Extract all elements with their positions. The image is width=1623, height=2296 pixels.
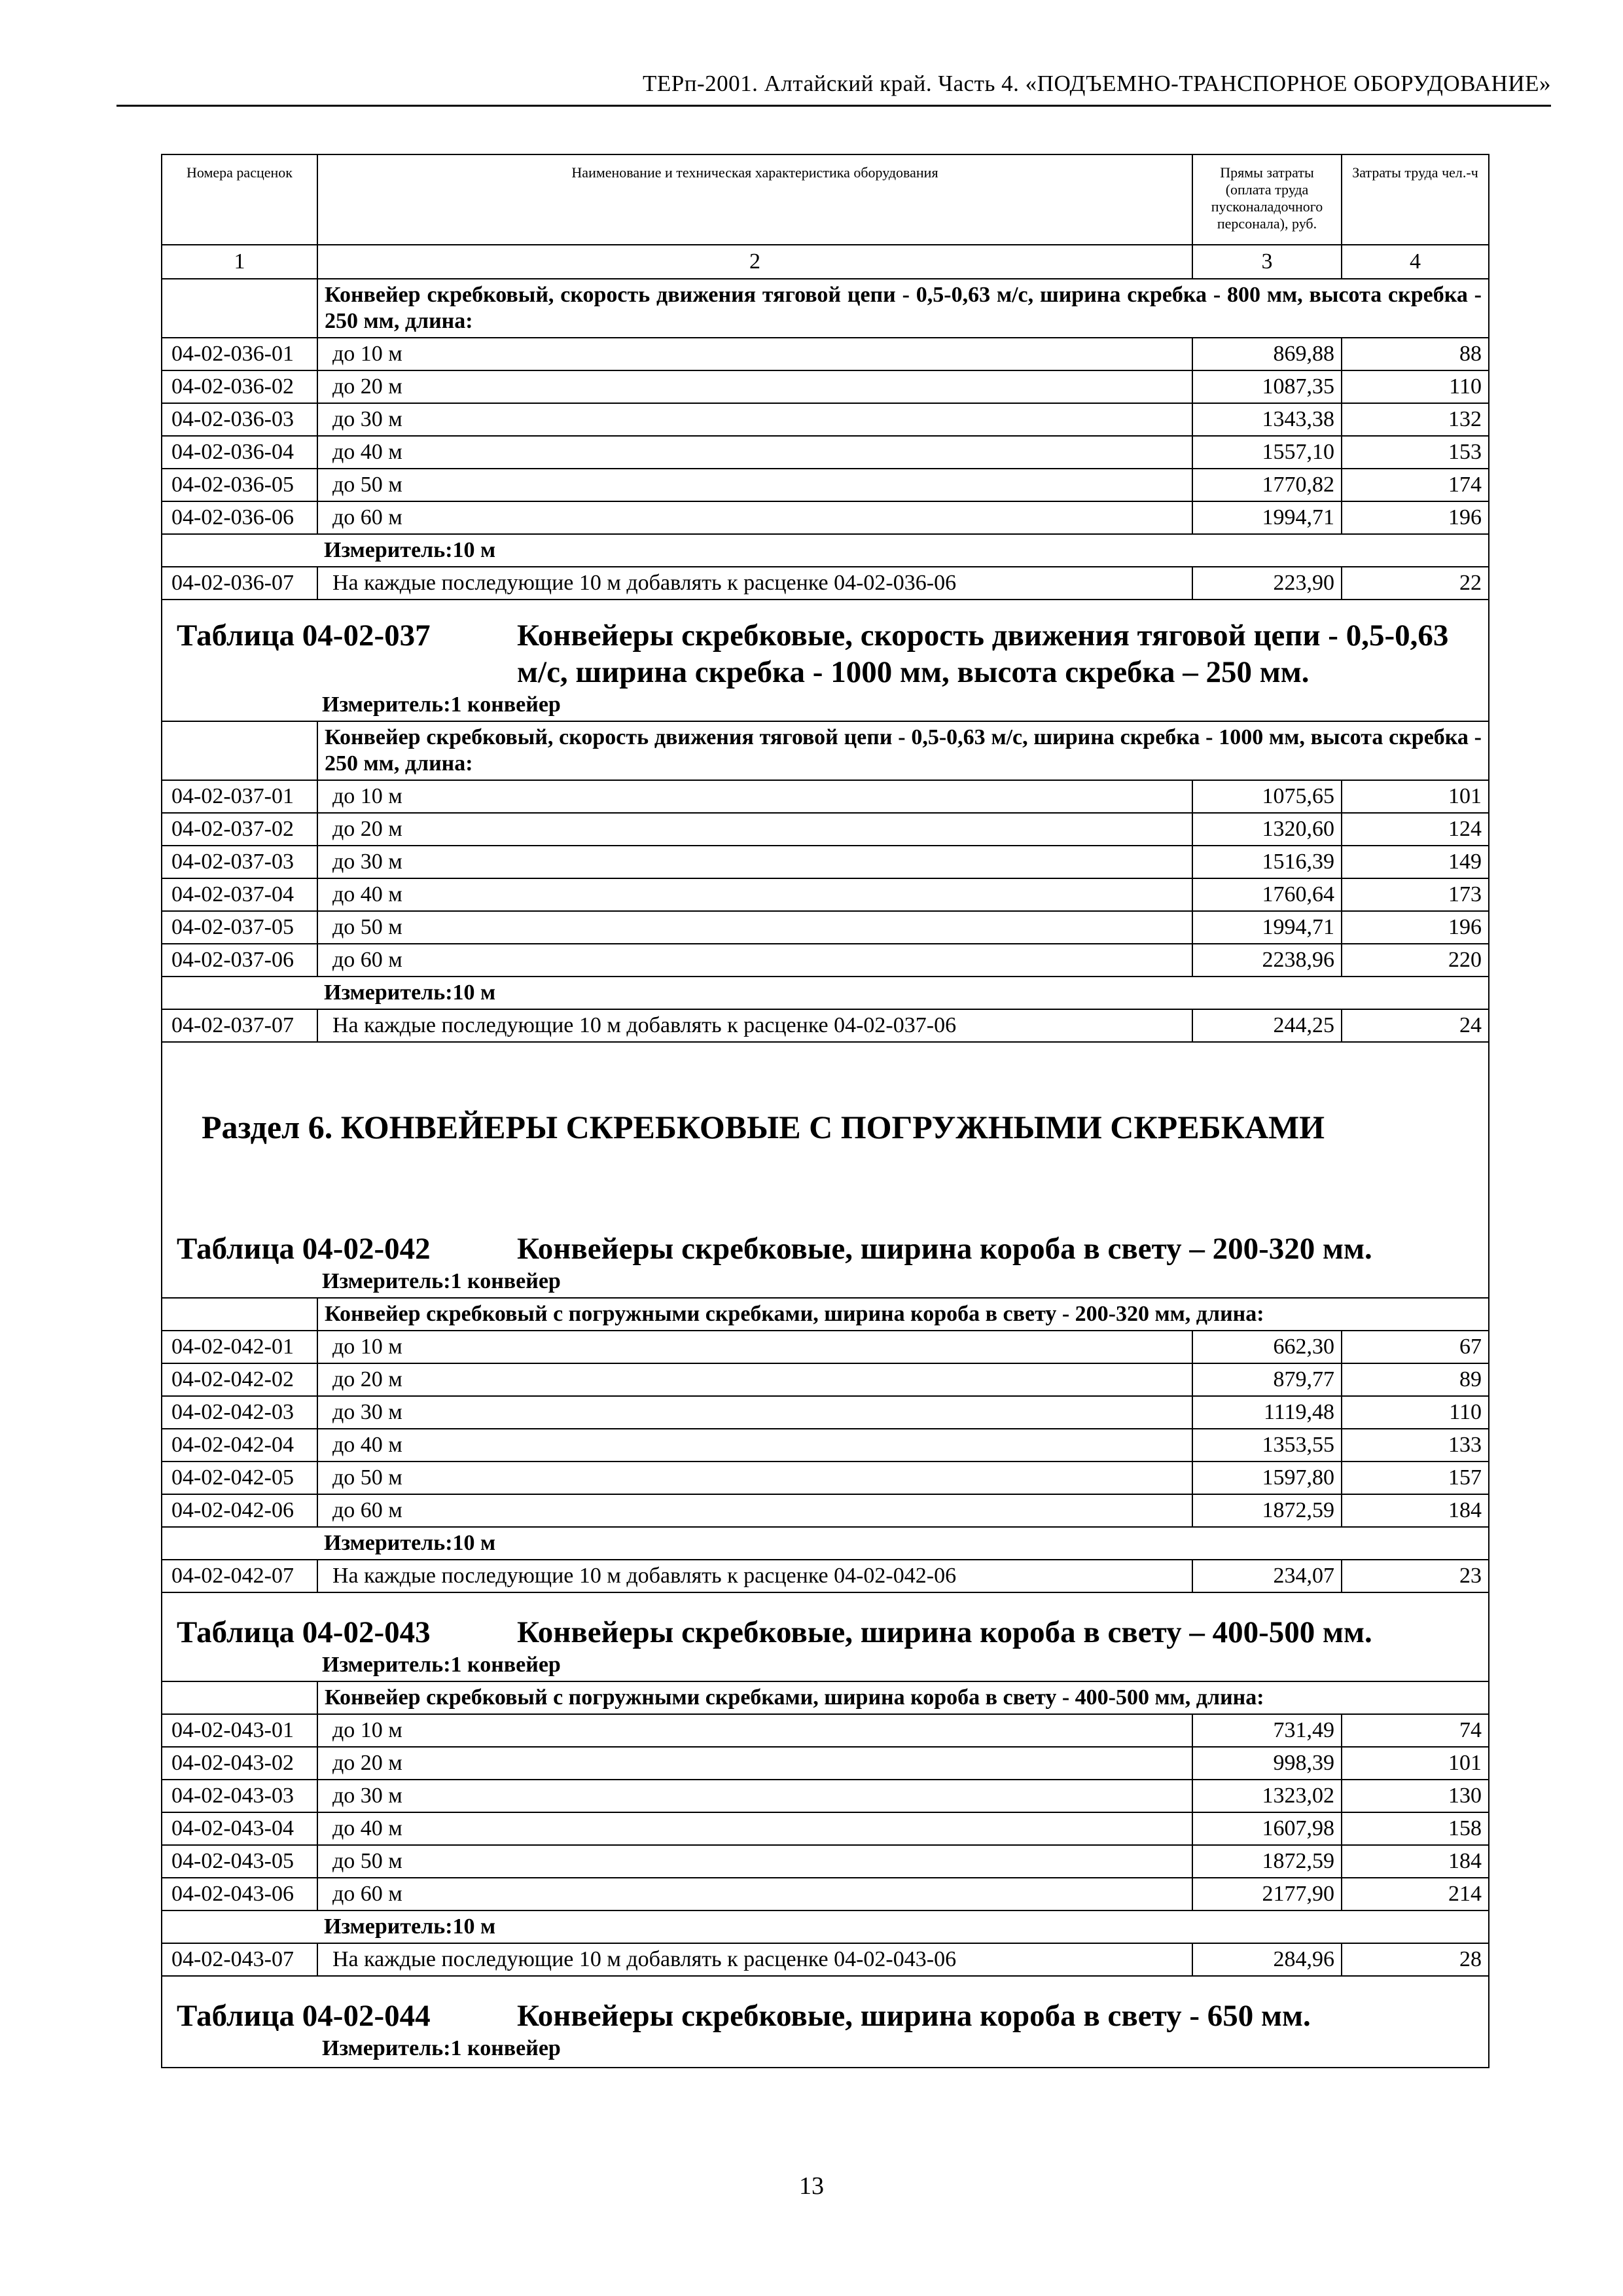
rate-code: 04-02-043-05 xyxy=(162,1845,317,1878)
column-header-labor: Затраты труда чел.-ч xyxy=(1342,154,1489,245)
direct-cost: 1872,59 xyxy=(1192,1494,1342,1527)
description-row xyxy=(162,1681,1489,1714)
equipment-description: Конвейер скребковый, скорость движения тяговой цепи - 0,5-0,63 м/с, ширина скребка - 1000 мм, высота скребка - 250 мм, длина: xyxy=(317,721,1489,780)
rate-code: 04-02-036-04 xyxy=(162,436,317,469)
item-name: до 40 м xyxy=(317,436,1192,469)
table-row xyxy=(162,567,1489,600)
table-row xyxy=(162,338,1489,370)
measure-row xyxy=(162,1527,1489,1560)
table-row xyxy=(162,1462,1489,1494)
direct-cost: 1075,65 xyxy=(1192,780,1342,813)
item-name: На каждые последующие 10 м добавлять к расценке 04-02-042-06 xyxy=(317,1560,1192,1592)
direct-cost: 1760,64 xyxy=(1192,878,1342,911)
direct-cost: 234,07 xyxy=(1192,1560,1342,1592)
equipment-description: Конвейер скребковый с погружными скребками, ширина короба в свету - 200-320 мм, длина: xyxy=(317,1298,1489,1331)
rate-code: 04-02-037-07 xyxy=(162,1009,317,1042)
measure-row xyxy=(162,534,1489,567)
rate-code: 04-02-043-02 xyxy=(162,1747,317,1780)
table-row xyxy=(162,1363,1489,1396)
item-name: до 60 м xyxy=(317,944,1192,977)
item-name: до 20 м xyxy=(317,1363,1192,1396)
direct-cost: 1607,98 xyxy=(1192,1812,1342,1845)
measure-unit: Измеритель:1 конвейер xyxy=(322,1653,561,1677)
rate-code: 04-02-037-04 xyxy=(162,878,317,911)
labor-cost: 67 xyxy=(1342,1331,1489,1363)
table-title xyxy=(162,1230,1488,1267)
rate-code: 04-02-043-03 xyxy=(162,1780,317,1812)
table-row xyxy=(162,1878,1489,1910)
item-name: до 60 м xyxy=(317,501,1192,534)
measure-unit: Измеритель:10 м xyxy=(317,534,1489,567)
rate-code: 04-02-036-02 xyxy=(162,370,317,403)
table-row xyxy=(162,1780,1489,1812)
rate-code: 04-02-036-07 xyxy=(162,567,317,600)
measure-unit: Измеритель:1 конвейер xyxy=(322,2036,561,2060)
rate-code: 04-02-042-05 xyxy=(162,1462,317,1494)
table-caption: Конвейеры скребковые, ширина короба в свету – 200-320 мм. xyxy=(517,1232,1372,1266)
measure-unit: Измеритель:10 м xyxy=(317,1527,1489,1560)
table-row xyxy=(162,436,1489,469)
rates-table-037 xyxy=(161,721,1489,1043)
labor-cost: 184 xyxy=(1342,1494,1489,1527)
column-header-name: Наименование и техническая характеристика оборудования xyxy=(317,154,1192,245)
rates-table-042 xyxy=(161,1297,1489,1593)
table-caption: Конвейеры скребковые, ширина короба в свету – 400-500 мм. xyxy=(517,1615,1372,1649)
table-row xyxy=(162,1812,1489,1845)
table-label: Таблица 04-02-044 xyxy=(177,1999,431,2033)
labor-cost: 110 xyxy=(1342,1396,1489,1429)
labor-cost: 132 xyxy=(1342,403,1489,436)
item-name: до 30 м xyxy=(317,1396,1192,1429)
labor-cost: 133 xyxy=(1342,1429,1489,1462)
rate-code: 04-02-037-01 xyxy=(162,780,317,813)
rate-code: 04-02-036-01 xyxy=(162,338,317,370)
item-name: На каждые последующие 10 м добавлять к расценке 04-02-036-06 xyxy=(317,567,1192,600)
table-row xyxy=(162,1331,1489,1363)
measure-row xyxy=(162,977,1489,1009)
labor-cost: 110 xyxy=(1342,370,1489,403)
direct-cost: 1597,80 xyxy=(1192,1462,1342,1494)
rate-code: 04-02-037-03 xyxy=(162,846,317,878)
equipment-description: Конвейер скребковый, скорость движения тяговой цепи - 0,5-0,63 м/с, ширина скребка - 800 мм, высота скребка - 250 мм, длина: xyxy=(317,279,1489,338)
item-name: до 40 м xyxy=(317,1812,1192,1845)
labor-cost: 214 xyxy=(1342,1878,1489,1910)
table-title xyxy=(162,1614,1488,1651)
table-row xyxy=(162,1396,1489,1429)
item-name: до 50 м xyxy=(317,469,1192,501)
labor-cost: 149 xyxy=(1342,846,1489,878)
item-name: до 40 м xyxy=(317,878,1192,911)
table-row xyxy=(162,944,1489,977)
column-number-row xyxy=(162,245,1489,279)
description-row xyxy=(162,279,1489,338)
table-row xyxy=(162,1429,1489,1462)
table-row xyxy=(162,403,1489,436)
rate-code: 04-02-042-01 xyxy=(162,1331,317,1363)
rate-code: 04-02-037-02 xyxy=(162,813,317,846)
table-row xyxy=(162,1560,1489,1592)
table-042-heading xyxy=(161,1210,1489,1297)
table-row xyxy=(162,1494,1489,1527)
table-044-heading xyxy=(161,1977,1489,2068)
item-name: до 60 м xyxy=(317,1878,1192,1910)
measure-unit: Измеритель:10 м xyxy=(317,1910,1489,1943)
rate-code: 04-02-043-01 xyxy=(162,1714,317,1747)
table-label: Таблица 04-02-037 xyxy=(177,619,431,653)
column-header-cost: Прямы затраты (оплата труда пусконаладочного персонала), руб. xyxy=(1192,154,1342,245)
section-title: Раздел 6. КОНВЕЙЕРЫ СКРЕБКОВЫЕ С ПОГРУЖНЫМИ СКРЕБКАМИ xyxy=(201,1109,1325,1145)
column-number: 1 xyxy=(162,245,317,279)
rate-code: 04-02-043-04 xyxy=(162,1812,317,1845)
labor-cost: 24 xyxy=(1342,1009,1489,1042)
description-row xyxy=(162,1298,1489,1331)
labor-cost: 220 xyxy=(1342,944,1489,977)
column-number: 3 xyxy=(1192,245,1342,279)
direct-cost: 1557,10 xyxy=(1192,436,1342,469)
labor-cost: 130 xyxy=(1342,1780,1489,1812)
description-row xyxy=(162,721,1489,780)
table-row xyxy=(162,469,1489,501)
document-sheet xyxy=(161,154,1489,2117)
measure-unit: Измеритель:10 м xyxy=(317,977,1489,1009)
item-name: до 20 м xyxy=(317,813,1192,846)
labor-cost: 174 xyxy=(1342,469,1489,501)
table-row xyxy=(162,501,1489,534)
direct-cost: 2238,96 xyxy=(1192,944,1342,977)
item-name: до 10 м xyxy=(317,1714,1192,1747)
direct-cost: 879,77 xyxy=(1192,1363,1342,1396)
item-name: до 40 м xyxy=(317,1429,1192,1462)
direct-cost: 1343,38 xyxy=(1192,403,1342,436)
rates-table-043 xyxy=(161,1681,1489,1977)
table-title xyxy=(162,1998,1488,2034)
item-name: до 60 м xyxy=(317,1494,1192,1527)
measure-row xyxy=(162,1910,1489,1943)
rate-code: 04-02-042-02 xyxy=(162,1363,317,1396)
labor-cost: 101 xyxy=(1342,780,1489,813)
item-name: до 50 м xyxy=(317,1845,1192,1878)
direct-cost: 731,49 xyxy=(1192,1714,1342,1747)
table-row xyxy=(162,1747,1489,1780)
direct-cost: 1994,71 xyxy=(1192,911,1342,944)
direct-cost: 244,25 xyxy=(1192,1009,1342,1042)
rate-code: 04-02-042-03 xyxy=(162,1396,317,1429)
direct-cost: 223,90 xyxy=(1192,567,1342,600)
item-name: до 10 м xyxy=(317,1331,1192,1363)
direct-cost: 1516,39 xyxy=(1192,846,1342,878)
table-043-heading xyxy=(161,1593,1489,1681)
item-name: до 20 м xyxy=(317,1747,1192,1780)
table-row xyxy=(162,370,1489,403)
direct-cost: 1770,82 xyxy=(1192,469,1342,501)
rate-code: 04-02-036-05 xyxy=(162,469,317,501)
item-name: до 30 м xyxy=(317,846,1192,878)
column-number: 4 xyxy=(1342,245,1489,279)
rates-table-036 xyxy=(161,154,1489,600)
running-header: ТЕРп-2001. Алтайский край. Часть 4. «ПОДЪЕМНО-ТРАНСПОРНОЕ ОБОРУДОВАНИЕ» xyxy=(643,71,1551,96)
rate-code: 04-02-042-07 xyxy=(162,1560,317,1592)
rate-code: 04-02-037-05 xyxy=(162,911,317,944)
direct-cost: 662,30 xyxy=(1192,1331,1342,1363)
direct-cost: 1320,60 xyxy=(1192,813,1342,846)
rate-code: 04-02-043-06 xyxy=(162,1878,317,1910)
table-label: Таблица 04-02-042 xyxy=(177,1232,431,1266)
item-name: до 50 м xyxy=(317,911,1192,944)
table-row xyxy=(162,878,1489,911)
labor-cost: 89 xyxy=(1342,1363,1489,1396)
rate-code: 04-02-042-06 xyxy=(162,1494,317,1527)
labor-cost: 158 xyxy=(1342,1812,1489,1845)
section-heading xyxy=(161,1043,1489,1210)
labor-cost: 157 xyxy=(1342,1462,1489,1494)
table-row xyxy=(162,1943,1489,1976)
table-row xyxy=(162,911,1489,944)
direct-cost: 998,39 xyxy=(1192,1747,1342,1780)
rate-code: 04-02-042-04 xyxy=(162,1429,317,1462)
column-number: 2 xyxy=(317,245,1192,279)
labor-cost: 22 xyxy=(1342,567,1489,600)
item-name: На каждые последующие 10 м добавлять к расценке 04-02-037-06 xyxy=(317,1009,1192,1042)
item-name: до 10 м xyxy=(317,338,1192,370)
header-rule xyxy=(116,105,1551,107)
table-row xyxy=(162,1845,1489,1878)
item-name: до 20 м xyxy=(317,370,1192,403)
labor-cost: 74 xyxy=(1342,1714,1489,1747)
direct-cost: 284,96 xyxy=(1192,1943,1342,1976)
labor-cost: 196 xyxy=(1342,501,1489,534)
column-header-row xyxy=(162,154,1489,245)
table-caption: Конвейеры скребковые, скорость движения тяговой цепи - 0,5-0,63 м/с, ширина скребка - 1000 мм, высота скребка – 250 мм. xyxy=(517,619,1449,689)
labor-cost: 196 xyxy=(1342,911,1489,944)
table-title xyxy=(162,617,1488,691)
measure-unit: Измеритель:1 конвейер xyxy=(322,1269,561,1293)
direct-cost: 1994,71 xyxy=(1192,501,1342,534)
direct-cost: 1087,35 xyxy=(1192,370,1342,403)
labor-cost: 101 xyxy=(1342,1747,1489,1780)
table-row xyxy=(162,1009,1489,1042)
rate-code: 04-02-037-06 xyxy=(162,944,317,977)
labor-cost: 88 xyxy=(1342,338,1489,370)
table-037-heading xyxy=(161,600,1489,721)
direct-cost: 1119,48 xyxy=(1192,1396,1342,1429)
direct-cost: 1872,59 xyxy=(1192,1845,1342,1878)
column-header-codes: Номера расценок xyxy=(162,154,317,245)
item-name: до 30 м xyxy=(317,1780,1192,1812)
table-row xyxy=(162,780,1489,813)
labor-cost: 124 xyxy=(1342,813,1489,846)
table-row xyxy=(162,813,1489,846)
rate-code: 04-02-036-06 xyxy=(162,501,317,534)
direct-cost: 2177,90 xyxy=(1192,1878,1342,1910)
equipment-description: Конвейер скребковый с погружными скребками, ширина короба в свету - 400-500 мм, длина: xyxy=(317,1681,1489,1714)
rate-code: 04-02-043-07 xyxy=(162,1943,317,1976)
item-name: На каждые последующие 10 м добавлять к расценке 04-02-043-06 xyxy=(317,1943,1192,1976)
direct-cost: 1353,55 xyxy=(1192,1429,1342,1462)
labor-cost: 173 xyxy=(1342,878,1489,911)
labor-cost: 153 xyxy=(1342,436,1489,469)
direct-cost: 1323,02 xyxy=(1192,1780,1342,1812)
table-row xyxy=(162,846,1489,878)
item-name: до 30 м xyxy=(317,403,1192,436)
item-name: до 50 м xyxy=(317,1462,1192,1494)
direct-cost: 869,88 xyxy=(1192,338,1342,370)
table-caption: Конвейеры скребковые, ширина короба в свету - 650 мм. xyxy=(517,1999,1311,2033)
labor-cost: 184 xyxy=(1342,1845,1489,1878)
item-name: до 10 м xyxy=(317,780,1192,813)
measure-unit: Измеритель:1 конвейер xyxy=(322,692,561,717)
table-row xyxy=(162,1714,1489,1747)
labor-cost: 23 xyxy=(1342,1560,1489,1592)
labor-cost: 28 xyxy=(1342,1943,1489,1976)
table-label: Таблица 04-02-043 xyxy=(177,1615,431,1649)
rate-code: 04-02-036-03 xyxy=(162,403,317,436)
page-number: 13 xyxy=(799,2172,824,2200)
